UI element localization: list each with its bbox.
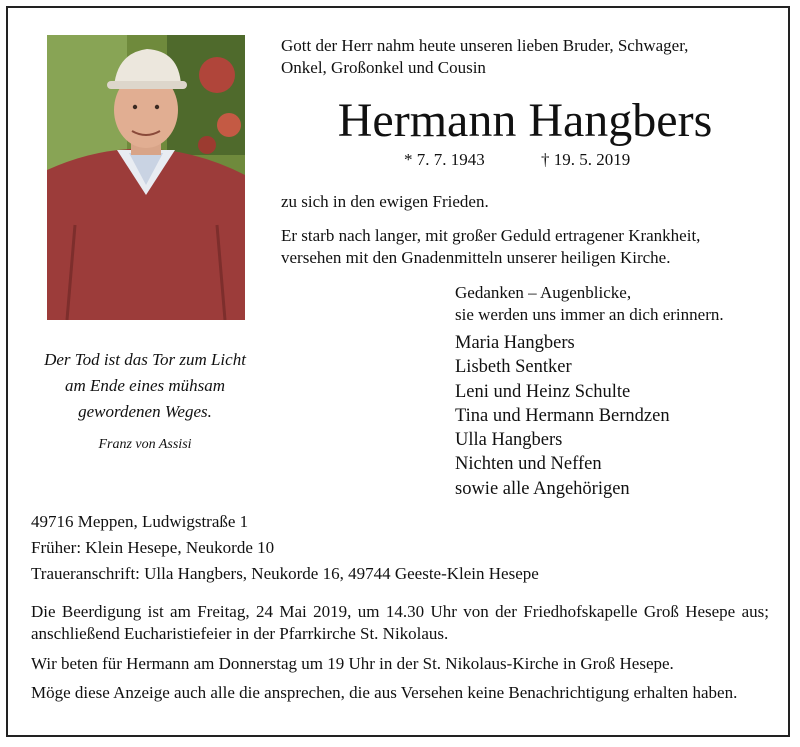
illness-line-2: versehen mit den Gnadenmitteln unserer heiligen Kirche.	[281, 248, 671, 267]
list-item: Lisbeth Sentker	[455, 357, 572, 378]
mourners-list	[455, 331, 670, 501]
prayer-info: Wir beten für Hermann am Donnerstag um 19 Uhr in der St. Nikolaus-Kirche in Groß Hesepe.	[31, 654, 674, 673]
address-current: 49716 Meppen, Ludwigstraße 1	[31, 512, 249, 531]
thoughts-line-2: sie werden uns immer an dich erinnern.	[455, 305, 724, 324]
thoughts-line-1: Gedanken – Augenblicke,	[455, 283, 632, 302]
list-item: Ulla Hangbers	[455, 430, 563, 451]
birth-date: * 7. 7. 1943	[404, 150, 485, 169]
deceased-name: Hermann Hangbers	[337, 94, 713, 147]
illness-line-1: Er starb nach langer, mit großer Geduld ertragener Krankheit,	[281, 226, 701, 245]
list-item: Leni und Heinz Schulte	[455, 381, 631, 402]
list-item: sowie alle Angehörigen	[455, 478, 630, 499]
notification-notice: Möge diese Anzeige auch alle die ansprechen, die aus Versehen keine Benachrichtigung erhalten haben.	[31, 683, 738, 702]
funeral-info: Die Beerdigung ist am Freitag, 24 Mai 2019, um 14.30 Uhr von der Friedhofskapelle Groß Hesepe aus; anschließend Eucharistiefeier in der Pfarrkirche St. Nikolaus.	[31, 602, 769, 643]
quote-author: Franz von Assisi	[98, 437, 192, 452]
portrait-photo	[47, 35, 245, 320]
address-former: Früher: Klein Hesepe, Neukorde 10	[31, 538, 275, 557]
address-mourning: Traueranschrift: Ulla Hangbers, Neukorde 16, 49744 Geeste-Klein Hesepe	[31, 564, 539, 583]
intro-line-2: Onkel, Großonkel und Cousin	[281, 58, 486, 77]
list-item: Maria Hangbers	[455, 333, 575, 353]
death-date: † 19. 5. 2019	[541, 150, 631, 169]
quote-text: Der Tod ist das Tor zum Licht am Ende eines mühsam gewordenen Weges.	[44, 350, 246, 421]
peace-line: zu sich in den ewigen Frieden.	[281, 192, 489, 211]
list-item: Tina und Hermann Berndzen	[455, 405, 670, 426]
intro-line-1: Gott der Herr nahm heute unseren lieben Bruder, Schwager,	[281, 36, 689, 55]
list-item: Nichten und Neffen	[455, 454, 602, 475]
